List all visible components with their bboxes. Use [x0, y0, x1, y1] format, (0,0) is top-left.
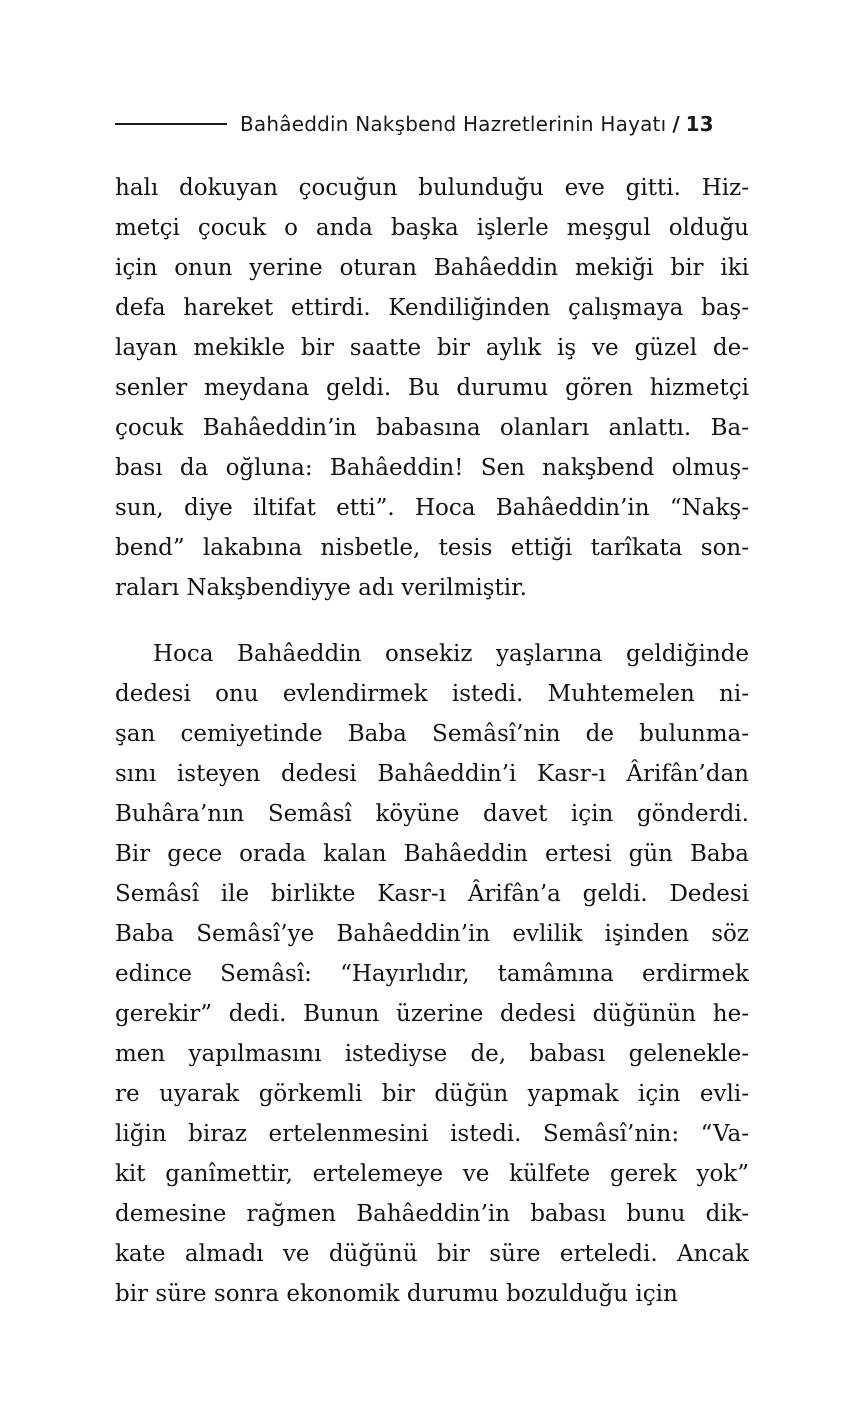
- text-line: dedesi onu evlendirmek istedi. Muhtemelen ni-: [115, 681, 749, 707]
- header-separator: /: [672, 112, 680, 136]
- text-line: sını isteyen dedesi Bahâeddin’i Kasr-ı Ârifân’dan: [115, 761, 749, 787]
- text-line: Hoca Bahâeddin onsekiz yaşlarına geldiğinde: [153, 641, 749, 667]
- body-text: [115, 168, 749, 1314]
- text-line: raları Nakşbendiyye adı verilmiştir.: [115, 575, 527, 601]
- header-rule: [115, 123, 227, 125]
- text-line: edince Semâsî: “Hayırlıdır, tamâmına erdirmek: [115, 961, 749, 987]
- text-line: senler meydana geldi. Bu durumu gören hizmetçi: [115, 375, 749, 401]
- text-line: gerekir” dedi. Bunun üzerine dedesi düğünün he-: [115, 1001, 749, 1027]
- text-line: bend” lakabına nisbetle, tesis ettiği tarîkata son-: [115, 535, 749, 561]
- text-line: bası da oğluna: Bahâeddin! Sen nakşbend olmuş-: [115, 455, 749, 481]
- text-line: kate almadı ve düğünü bir süre erteledi. Ancak: [115, 1241, 749, 1267]
- page-number: 13: [685, 112, 714, 136]
- page-header: [115, 112, 749, 136]
- text-line: re uyarak görkemli bir düğün yapmak için evli-: [115, 1081, 749, 1107]
- text-line: kit ganîmettir, ertelemeye ve külfete gerek yok”: [115, 1161, 749, 1187]
- text-line: çocuk Bahâeddin’in babasına olanları anlattı. Ba-: [115, 415, 749, 441]
- text-line: demesine rağmen Bahâeddin’in babası bunu dik-: [115, 1201, 749, 1227]
- text-line: Semâsî ile birlikte Kasr-ı Ârifân’a geldi. Dedesi: [115, 881, 749, 907]
- text-line: halı dokuyan çocuğun bulunduğu eve gitti. Hiz-: [115, 175, 749, 201]
- text-line: Baba Semâsî’ye Bahâeddin’in evlilik işinden söz: [115, 921, 749, 947]
- text-line: şan cemiyetinde Baba Semâsî’nin de bulunma-: [115, 721, 749, 747]
- header-title: Bahâeddin Nakşbend Hazretlerinin Hayatı: [240, 112, 667, 136]
- text-line: bir süre sonra ekonomik durumu bozulduğu için: [115, 1281, 678, 1307]
- text-line: liğin biraz ertelenmesini istedi. Semâsî’nin: “Va-: [115, 1121, 749, 1147]
- text-line: sun, diye iltifat etti”. Hoca Bahâeddin’in “Nakş-: [115, 495, 749, 521]
- text-line: men yapılmasını istediyse de, babası gelenekle-: [115, 1041, 749, 1067]
- text-line: defa hareket ettirdi. Kendiliğinden çalışmaya baş-: [115, 295, 749, 321]
- text-line: layan mekikle bir saatte bir aylık iş ve güzel de-: [115, 335, 749, 361]
- text-line: için onun yerine oturan Bahâeddin mekiği bir iki: [115, 255, 749, 281]
- text-line: Buhâra’nın Semâsî köyüne davet için gönderdi.: [115, 801, 749, 827]
- text-line: Bir gece orada kalan Bahâeddin ertesi gün Baba: [115, 841, 749, 867]
- text-line: metçi çocuk o anda başka işlerle meşgul olduğu: [115, 215, 749, 241]
- paragraph: [115, 634, 749, 1314]
- paragraph: [115, 168, 749, 608]
